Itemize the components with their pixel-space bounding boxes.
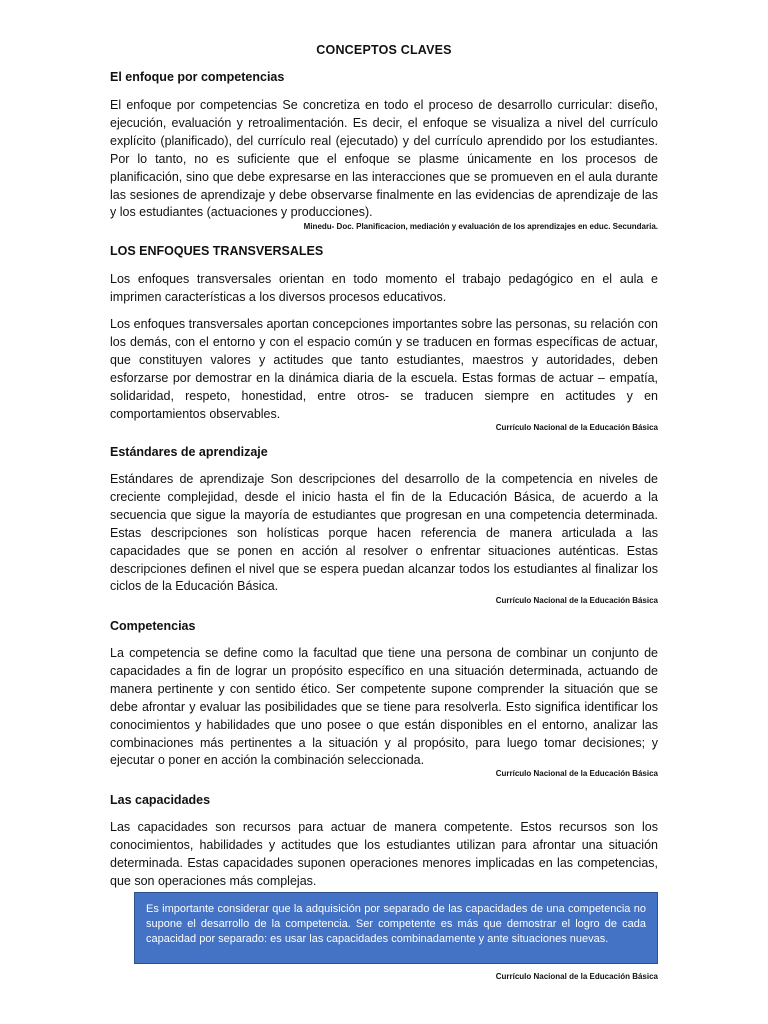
- paragraph-capacidades: Las capacidades son recursos para actuar de manera competente. Estos recursos son los conocimientos, habilidades y actitudes que los estudiantes utilizan para afrontar una situación determinada. Estas capacidades suponen operaciones menores implicadas en las competencias, que son operaciones más complejas.: [110, 820, 658, 888]
- document-title: CONCEPTOS CLAVES: [316, 43, 452, 57]
- heading-enfoque-competencias: El enfoque por competencias: [110, 70, 285, 84]
- heading-enfoques-transversales: LOS ENFOQUES TRANSVERSALES: [110, 244, 324, 258]
- heading-estandares-aprendizaje: Estándares de aprendizaje: [110, 445, 268, 459]
- note-box: Es importante considerar que la adquisición por separado de las capacidades de una competencia no supone el desarrollo de la competencia. Ser competente es más que demostrar el logro de cada capacidad por separado: es usar las capacidades combinadamente y ante situaciones nuevas.: [134, 892, 658, 964]
- source-citation: Currículo Nacional de la Educación Básica: [495, 972, 658, 981]
- paragraph-enfoque-competencias: El enfoque por competencias Se concretiza en todo el proceso de desarrollo curricular: diseño, ejecución, evaluación y retroalimentación. Es decir, el enfoque se visualiza a nivel del currículo explícito (planificado), del currículo real (ejecutado) y del currículo aprendido por los estudiantes. Por lo tanto, no es suficiente que el enfoque se plasme únicamente en los procesos de planificación, sino que debe expresarse en las interacciones que se promueven en el aula durante las sesiones de aprendizaje y debe observarse finalmente en las evidencias de aprendizaje de las y los estudiantes (actuaciones y producciones).: [110, 98, 658, 220]
- heading-capacidades: Las capacidades: [110, 793, 211, 807]
- source-citation: Currículo Nacional de la Educación Básica: [495, 769, 658, 778]
- paragraph-competencias: La competencia se define como la facultad que tiene una persona de combinar un conjunto de capacidades a fin de lograr un propósito específico en una situación determinada, actuando de manera pertinente y con sentido ético. Ser competente supone comprender la situación que se debe afrontar y evaluar las posibilidades que se tiene para resolverla. Esto significa identificar los conocimientos y habilidades que uno posee o que están disponibles en el entorno, analizar las combinaciones más pertinentes a la situación y al propósito, para luego tomar decisiones; y ejecutar o poner en acción la combinación seleccionada.: [110, 646, 658, 768]
- source-citation: Currículo Nacional de la Educación Básica: [495, 423, 658, 432]
- paragraph-enfoques-transversales-2: Los enfoques transversales aportan concepciones importantes sobre las personas, su relación con los demás, con el entorno y con el espacio común y se traducen en formas específicas de actuar, que constituyen valores y actitudes que tanto estudiantes, maestros y autoridades, deben esforzarse por demostrar en la dinámica diaria de la escuela. Estas formas de actuar – empatía, solidaridad, respeto, honestidad, entre otros- se traducen siempre en actitudes y en comportamientos observables.: [110, 317, 658, 421]
- paragraph-enfoques-transversales-1: Los enfoques transversales orientan en todo momento el trabajo pedagógico en el aula e imprimen características a los diversos procesos educativos.: [110, 272, 658, 304]
- source-citation: Currículo Nacional de la Educación Básica: [495, 596, 658, 605]
- source-citation: Minedu- Doc. Planificacion, mediación y evaluación de los aprendizajes en educ. Secundaria.: [303, 222, 658, 231]
- paragraph-estandares-aprendizaje: Estándares de aprendizaje Son descripciones del desarrollo de la competencia en niveles de creciente complejidad, desde el inicio hasta el fin de la Educación Básica, de acuerdo a la secuencia que sigue la mayoría de estudiantes que progresan en una competencia determinada. Estas descripciones son holísticas porque hacen referencia de manera articulada a las capacidades que se ponen en acción al resolver o enfrentar situaciones auténticas. Estas descripciones definen el nivel que se espera puedan alcanzar todos los estudiantes al finalizar los ciclos de la Educación Básica.: [110, 472, 658, 594]
- heading-competencias: Competencias: [110, 619, 196, 633]
